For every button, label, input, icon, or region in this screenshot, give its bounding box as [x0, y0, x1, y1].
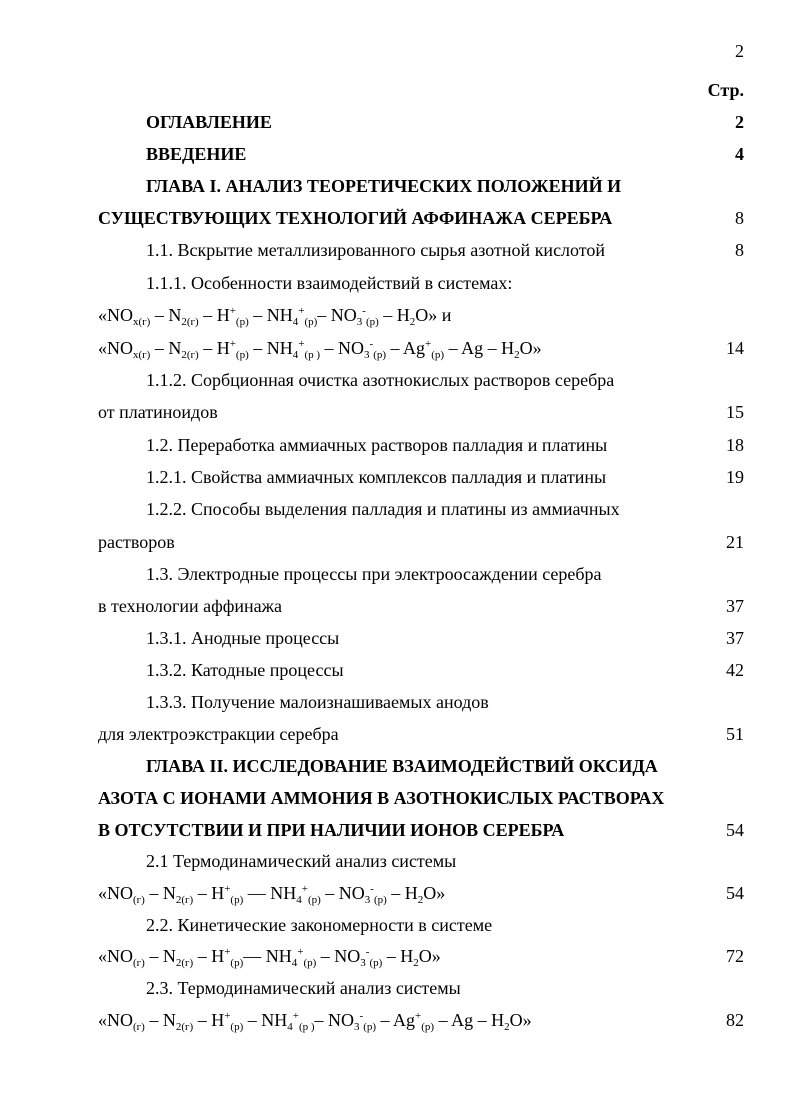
toc-entry-title: 1.2. Переработка аммиачных растворов палладия и платины	[146, 435, 608, 455]
toc-section-1-3-3-line-2[interactable]	[0, 721, 797, 747]
toc-chapter-1-line-2[interactable]	[0, 205, 797, 231]
toc-entry-page: 21	[726, 532, 744, 552]
toc-entry-title: ГЛАВА II. ИССЛЕДОВАНИЕ ВЗАИМОДЕЙСТВИЙ ОКСИДА	[146, 756, 658, 776]
toc-section-1-1-2-line-2[interactable]	[0, 399, 797, 425]
toc-entry-page: 37	[726, 596, 744, 616]
toc-section-1-3-3-line-1[interactable]	[0, 689, 797, 715]
toc-entry-title: ВВЕДЕНИЕ	[146, 144, 247, 164]
page-column-label: Стр.	[707, 80, 744, 100]
toc-entry-title: растворов	[98, 532, 175, 552]
toc-entry-title: СУЩЕСТВУЮЩИХ ТЕХНОЛОГИЙ АФФИНАЖА СЕРЕБРА	[98, 208, 613, 228]
toc-entry-title: АЗОТА С ИОНАМИ АММОНИЯ В АЗОТНОКИСЛЫХ РАСТВОРАХ	[98, 788, 665, 808]
toc-section-1-3-1[interactable]	[0, 625, 797, 651]
toc-entry-page: 8	[735, 240, 744, 260]
toc-entry-page: 82	[726, 1010, 744, 1030]
toc-entry-introduction[interactable]	[0, 141, 797, 167]
toc-entry-title: ГЛАВА I. АНАЛИЗ ТЕОРЕТИЧЕСКИХ ПОЛОЖЕНИЙ И	[146, 176, 622, 196]
toc-section-1-2-2-line-1[interactable]	[0, 496, 797, 522]
toc-entry-title: от платиноидов	[98, 402, 218, 422]
formula: «$NO_{(г)} - N_{2(г)}$ – $H^+_{(р)}—$ $NH_4^+_{(р)} - NO_3^-_{(р)} - H_2O$»	[98, 946, 441, 969]
toc-entry-page: 18	[726, 435, 744, 455]
toc-section-2-2-formula[interactable]	[0, 943, 797, 969]
toc-section-2-2-line-1[interactable]	[0, 912, 797, 938]
toc-section-1-1[interactable]	[0, 237, 797, 263]
toc-entry-title: 1.3.2. Катодные процессы	[146, 660, 344, 680]
toc-entry-page: 54	[726, 883, 744, 903]
toc-entry-title: 2.2. Кинетические закономерности в системе	[146, 915, 493, 935]
toc-entry-page: 2	[735, 112, 744, 132]
toc-chapter-2-line-3[interactable]	[0, 817, 797, 843]
toc-section-1-2-2-line-2[interactable]	[0, 529, 797, 555]
toc-section-1-2-1[interactable]	[0, 464, 797, 490]
toc-entry-title: В ОТСУТСТВИИ И ПРИ НАЛИЧИИ ИОНОВ СЕРЕБРА	[98, 820, 565, 840]
toc-entry-page: 54	[726, 820, 744, 840]
toc-entry-page: 51	[726, 724, 744, 744]
toc-entry-title: 1.1. Вскрытие металлизированного сырья азотной кислотой	[146, 240, 606, 260]
toc-entry-title: 1.2.2. Способы выделения палладия и платины из аммиачных	[146, 499, 620, 519]
toc-entry-page: 42	[726, 660, 744, 680]
toc-section-1-1-1-formula-2[interactable]	[0, 335, 797, 361]
toc-section-1-2[interactable]	[0, 432, 797, 458]
formula: «$NO_{(г)} - N_{2(г)} - H^+_{(р)}$ — $NH_4^+_{(р)} - NO_3^-_{(р)} - H_2O$»	[98, 883, 446, 906]
toc-entry-title: 1.3.1. Анодные процессы	[146, 628, 340, 648]
formula: «$NO_{x(г)} - N_{2(г)} - H^+_{(р)} - NH_4^+_{(р)}-$ $NO_3^-_{(р)} - H_2O$» и	[98, 305, 452, 328]
toc-entry-page: 37	[726, 628, 744, 648]
toc-section-2-1-line-1[interactable]	[0, 848, 797, 874]
toc-section-1-1-1-formula-1[interactable]	[0, 302, 797, 328]
toc-entry-contents[interactable]	[0, 109, 797, 135]
toc-entry-title: ОГЛАВЛЕНИЕ	[146, 112, 272, 132]
toc-entry-page: 72	[726, 946, 744, 966]
toc-entry-page: 19	[726, 467, 744, 487]
toc-entry-page: 8	[735, 208, 744, 228]
toc-section-1-1-1-line-1[interactable]	[0, 270, 797, 296]
toc-entry-title: 1.2.1. Свойства аммиачных комплексов палладия и платины	[146, 467, 607, 487]
toc-entry-page: 14	[726, 338, 744, 358]
toc-chapter-2-line-2[interactable]	[0, 785, 797, 811]
toc-entry-title: 1.3.3. Получение малоизнашиваемых анодов	[146, 692, 489, 712]
toc-section-2-1-formula[interactable]	[0, 880, 797, 906]
toc-entry-title: 2.3. Термодинамический анализ системы	[146, 978, 461, 998]
page-number: 2	[735, 41, 744, 61]
toc-section-1-1-2-line-1[interactable]	[0, 367, 797, 393]
toc-entry-title: для электроэкстракции серебра	[98, 724, 339, 744]
toc-section-2-3-line-1[interactable]	[0, 975, 797, 1001]
toc-section-1-3-line-1[interactable]	[0, 561, 797, 587]
toc-entry-title: 2.1 Термодинамический анализ системы	[146, 851, 457, 871]
toc-entry-title: в технологии аффинажа	[98, 596, 283, 616]
formula: «$NO_{x(г)} - N_{2(г)} - H^+_{(р)} - NH_4^+_{(р )} - NO_3^-_{(р)} - Ag^+_{(р)}$ – Ag – $H_2O$»	[98, 338, 542, 361]
formula: «$NO_{(г)} - N_{2(г)} - H^+_{(р)} - NH_4^+_{(р )}-$ $NO_3^-_{(р)} - Ag^+_{(р)}$ – Ag – $H_2O$»	[98, 1010, 532, 1033]
toc-section-1-3-line-2[interactable]	[0, 593, 797, 619]
toc-chapter-2-line-1[interactable]	[0, 753, 797, 779]
toc-chapter-1-line-1[interactable]	[0, 173, 797, 199]
toc-entry-page: 15	[726, 402, 744, 422]
toc-section-1-3-2[interactable]	[0, 657, 797, 683]
toc-section-2-3-formula[interactable]	[0, 1007, 797, 1033]
toc-entry-title: 1.1.2. Сорбционная очистка азотнокислых растворов серебра	[146, 370, 615, 390]
toc-entry-title: 1.3. Электродные процессы при электроосаждении серебра	[146, 564, 602, 584]
toc-entry-page: 4	[735, 144, 744, 164]
toc-entry-title: 1.1.1. Особенности взаимодействий в системах:	[146, 273, 513, 293]
